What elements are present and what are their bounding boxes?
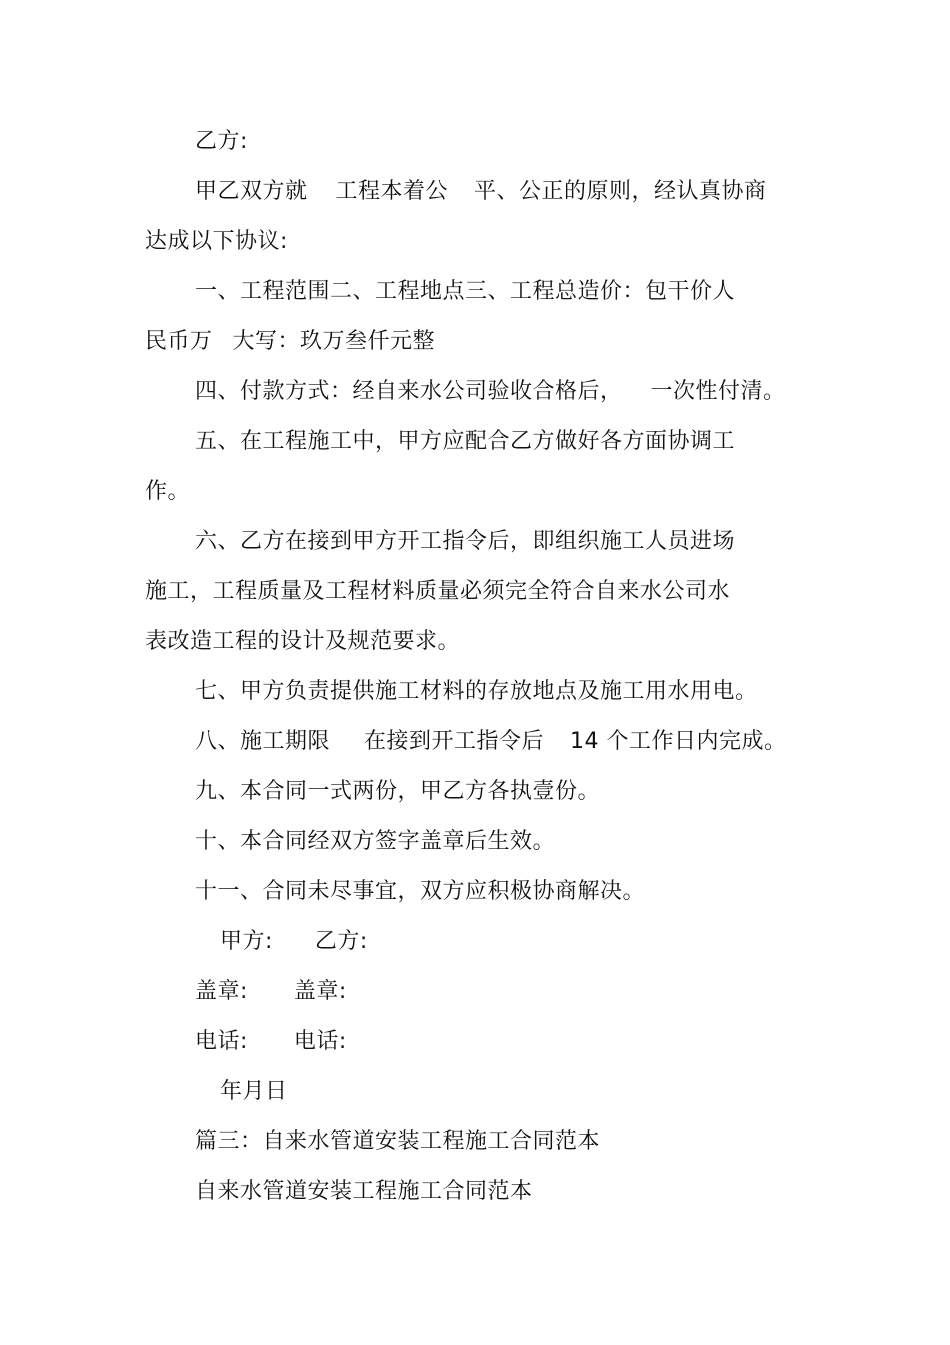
phone-a-label: 电话: xyxy=(195,1029,248,1054)
signature-phones xyxy=(195,1027,347,1057)
next-contract-title: 自来水管道安装工程施工合同范本 xyxy=(195,1179,533,1204)
clause-5-line-1: 五、在工程施工中，甲方应配合乙方做好各方面协调工 xyxy=(195,429,736,454)
signature-seals xyxy=(195,977,347,1007)
seal-b-label: 盖章: xyxy=(293,979,347,1004)
phone-b-label: 电话: xyxy=(293,1029,347,1054)
agreement-intro-line-2: 达成以下协议: xyxy=(145,229,288,254)
section-heading: 篇三：自来水管道安装工程施工合同范本 xyxy=(195,1129,601,1154)
text-segment: 甲乙双方就 xyxy=(195,179,308,204)
party-a-label: 甲方: xyxy=(220,929,273,954)
text-segment: 平、公正的原则，经认真协商 xyxy=(474,179,767,204)
signature-date: 年月日 xyxy=(220,1079,288,1104)
text-segment: 大写：玖万叁仟元整 xyxy=(232,329,436,354)
clause-1-3-line-2 xyxy=(145,327,435,357)
clause-1-3-line-1: 一、工程范围二、工程地点三、工程总造价：包干价人 xyxy=(195,279,736,304)
text-segment: 四、付款方式： xyxy=(195,379,353,404)
clause-9: 九、本合同一式两份，甲乙方各执壹份。 xyxy=(195,779,601,804)
clause-6-line-2: 施工，工程质量及工程材料质量必须完全符合自来水公司水 xyxy=(145,579,731,604)
clause-10: 十、本合同经双方签字盖章后生效。 xyxy=(195,829,556,854)
text-segment: 经自来水公司验收合格后， xyxy=(352,379,623,404)
clause-4 xyxy=(195,377,786,407)
signature-parties xyxy=(220,927,368,957)
clause-8 xyxy=(195,727,787,757)
clause-6-line-1: 六、乙方在接到甲方开工指令后，即组织施工人员进场 xyxy=(195,529,736,554)
seal-a-label: 盖章: xyxy=(195,979,248,1004)
text-segment: 工程本着公 xyxy=(335,179,449,204)
clause-6-line-3: 表改造工程的设计及规范要求。 xyxy=(145,629,461,654)
text-segment: 一次性付清。 xyxy=(650,379,786,404)
party-b-label: 乙方: xyxy=(314,929,368,954)
party-b-header: 乙方: xyxy=(195,129,248,154)
agreement-intro-line-1 xyxy=(195,177,767,207)
text-segment: 14 个工作日内完成。 xyxy=(570,729,787,754)
clause-7: 七、甲方负责提供施工材料的存放地点及施工用水用电。 xyxy=(195,679,758,704)
clause-5-line-2: 作。 xyxy=(145,479,191,504)
text-segment: 民币万 xyxy=(145,329,213,354)
text-segment: 在接到开工指令后 xyxy=(364,729,545,754)
text-segment: 八、施工期限 xyxy=(195,729,331,754)
clause-11: 十一、合同未尽事宜，双方应积极协商解决。 xyxy=(195,879,646,904)
